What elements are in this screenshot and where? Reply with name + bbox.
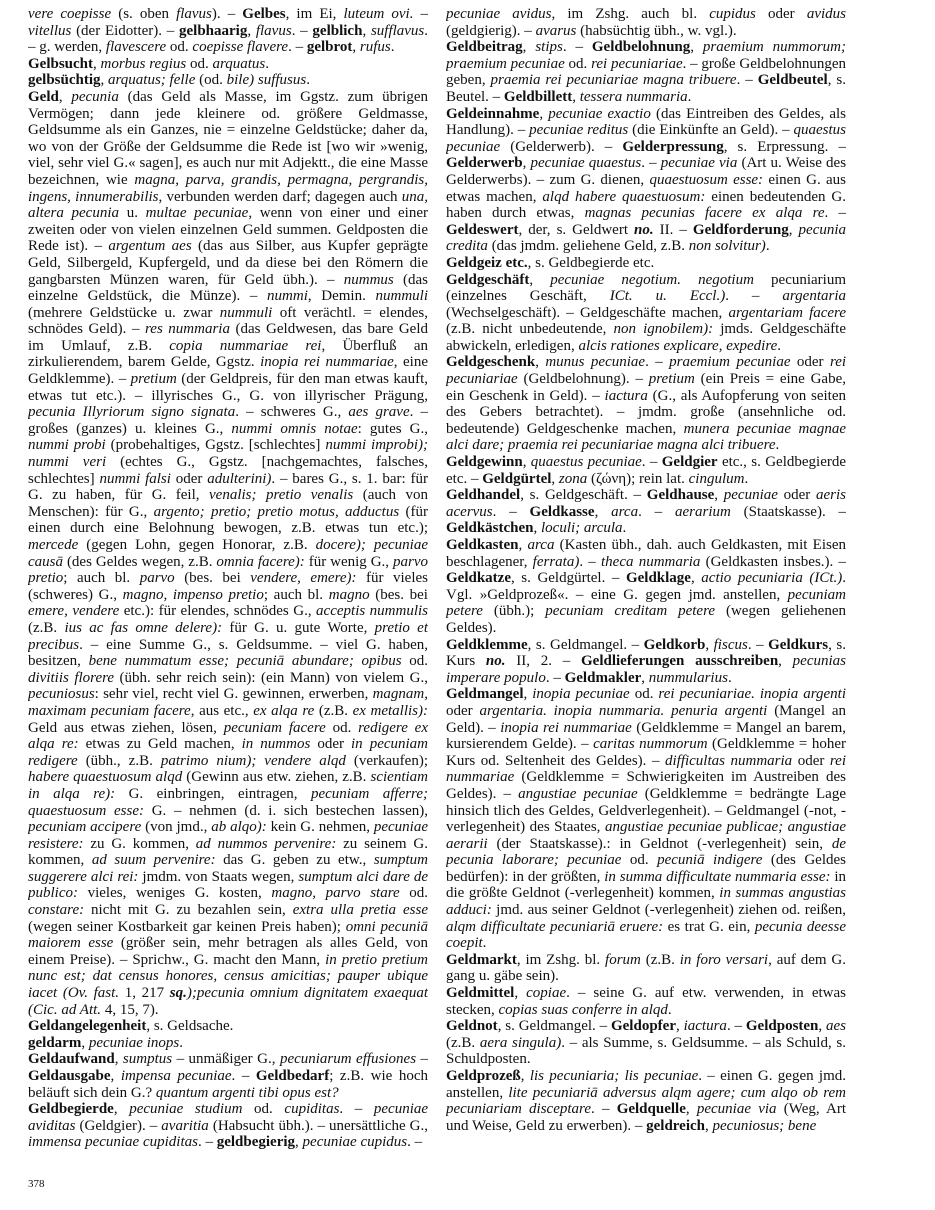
dictionary-entry: Geldangelegenheit, s. Geldsache. (28, 1018, 234, 1035)
dictionary-page (28, 6, 908, 1176)
dictionary-entry: vere coepisse (s. oben flavus). – Gelbes, im Ei, luteum ovi. – vitellus (der Eidotter). – gelbhaarig, flavus. – gelblich, sufflavus. – g. werden, flavescere od. coepisse flavere. – gelbrot, rufus. (28, 6, 428, 56)
left-column (28, 6, 428, 1174)
dictionary-entry: Gelbsucht, morbus regius od. arquatus. (28, 55, 270, 72)
page-number: 378 (28, 1178, 45, 1190)
dictionary-entry: Geldaufwand, sumptus – unmäßiger G., pecuniarum effusiones – Geldausgabe, impensa pecuniae. – Geldbedarf; z.B. wie hoch beläuft sich dein G.? quantum argenti tibi opus est? (28, 1051, 428, 1101)
dictionary-entry: Geldbeitrag, stips. – Geldbelohnung, praemium nummorum; praemium pecuniae od. rei pecuniariae. – große Geldbelohnungen geben, praemia rei pecuniariae magna tribuere. – Geldbeutel, s. Beutel. – Geldbillett, tessera nummaria. (446, 39, 846, 105)
dictionary-entry: gelbsüchtig, arquatus; felle (od. bile) suffusus. (28, 72, 310, 89)
dictionary-entry: geldarm, pecuniae inops. (28, 1034, 183, 1051)
dictionary-entry: Geldprozeß, lis pecuniaria; lis pecuniae. – einen G. gegen jmd. anstellen, lite pecuniariā adversus alqm agere; cum alqo ob rem pecuniariam disceptare. – Geldquelle, pecuniae via (Weg, Art und Weise, Geld zu erwerben). – geldreich, pecuniosus; bene (446, 1068, 846, 1134)
dictionary-entry: Geldnot, s. Geldmangel. – Geldopfer, iactura. – Geldposten, aes (z.B. aera singula). – als Summe, s. Geldsumme. – als Schuld, s. Schuldposten. (446, 1018, 846, 1068)
dictionary-entry: Geldkasten, arca (Kasten übh., dah. auch Geldkasten, mit Eisen beschlagener, ferrata). – theca nummaria (Geldkasten insbes.). – Geldkatze, s. Geldgürtel. – Geldklage, actio pecuniaria (ICt.). Vgl. »Geldprozeß«. – eine G. gegen jmd. anstellen, pecuniam petere (übh.); pecuniam creditam petere (wegen geliehenen Geldes). (446, 537, 846, 636)
right-column (446, 6, 846, 1174)
dictionary-entry: Geldgewinn, quaestus pecuniae. – Geldgier etc., s. Geldbegierde etc. – Geldgürtel, zona (ζώνη); rein lat. cingulum. (446, 454, 846, 487)
dictionary-entry: Geldmarkt, im Zshg. bl. forum (z.B. in foro versari, auf dem G. gang u. gäbe sein). (446, 951, 846, 985)
dictionary-entry: Geldgeiz etc., s. Geldbegierde etc. (446, 254, 655, 271)
dictionary-entry: Geldhandel, s. Geldgeschäft. – Geldhause, pecuniae oder aeris acervus. – Geldkasse, arca. – aerarium (Staatskasse). – Geldkästchen, loculi; arcula. (446, 487, 846, 537)
dictionary-entry: Geldklemme, s. Geldmangel. – Geldkorb, fiscus. – Geldkurs, s. Kurs no. II, 2. – Geldlieferungen ausschreiben, pecunias imperare populo. – Geldmakler, nummularius. (446, 636, 846, 686)
dictionary-entry: Geldmangel, inopia pecuniae od. rei pecuniariae. inopia argenti oder argentaria. inopia nummaria. penuria argenti (Mangel an Geld). – inopia rei nummariae (Geldklemme = Mangel an barem, kursierendem Gelde). – caritas nummorum (Geldklemme = hoher Kurs od. Seltenheit des Geldes). – difficultas nummaria oder rei nummariae (Geldklemme = Schwierigkeiten im Austreiben des Geldes). – angustiae pecuniae (Geldklemme = bedrängte Lage hinsich tlich des Geldes, Geldverlegenheit). – Geldmangel (-not, -verlegenheit) des Staates, angustiae pecuniae publicae; angustiae aerarii (der Staatskasse).: in Geldnot (-verlegenheit) sein, de pecunia laborare; pecuniae od. pecuniā indigere (des Geldes bedürfen): in der größten, in summa difficultate nummaria esse: in die größte Geldnot (-verlegenheit) kommen, in summas angustias adduci: jmd. aus seiner Geldnot (-verlegenheit) ziehen od. reißen, alqm difficultate pecuniariā eruere: es trat G. ein, pecunia deesse coepit. (446, 686, 846, 952)
dictionary-entry: Geldbegierde, pecuniae studium od. cupiditas. – pecuniae aviditas (Geldgier). – avaritia (Habsucht übh.). – unersättliche G., immensa pecuniae cupiditas. – geldbegierig, pecuniae cupidus. – (28, 1101, 428, 1151)
dictionary-entry: pecuniae avidus, im Zshg. auch bl. cupidus oder avidus (geldgierig). – avarus (habsüchtig übh., w. vgl.). (446, 6, 846, 39)
dictionary-entry: Geld, pecunia (das Geld als Masse, im Ggstz. zum übrigen Vermögen; dann jede kleinere od. größere Geldmasse, Geldsumme als ein Ganzes, nie = einzelne Geldstücke; daher da, wo von der Größe der Geldsumme die Rede ist [wo wir »wenig, viel, sehr viel G.« sagen], es auch nur mit Adjektt., die eine Masse bezeichnen, wie magna, parva, grandis, permagna, pergrandis, ingens, innumerabilis, verbunden werden darf; dagegen auch una, altera pecunia u. multae pecuniae, wenn von einer und einer zweiten oder von vielen einzelnen Geld summen. Geldposten die Rede ist). – argentum aes (das aus Silber, aus Kupfer geprägte Geld, Silbergeld, Kupfergeld, und da diese bei den Römern die gangbarsten Münzen waren, für Geld übh.). – nummus (das einzelne Geldstück, die Münze). – nummi, Demin. nummuli (mehrere Geldstücke u. zwar nummuli oft verächtl. = elendes, schnödes Geld). – res nummaria (das Geldwesen, das bare Geld im Umlauf, z.B. copia nummariae rei, Überfluß an zirkulierendem, barem Gelde, Ggstz. inopia rei nummariae, eine Geldklemme). – pretium (der Geldpreis, für den man etwas kauft, etwas tut etc.). – illyrisches G., G. von illyrischer Prägung, pecunia Illyriorum signo signata. – schweres G., aes grave. – großes (ganzes) u. kleines G., nummi omnis notae: gutes G., nummi probi (probehaltiges, Ggstz. [schlechtes] nummi improbi); nummi veri (echtes G., Ggstz. [nachgemachtes, falsches, schlechtes] nummi falsi oder adulterini). – bares G., s. 1. bar: für G. zu haben, für G. feil, venalis; pretio venalis (auch von Menschen): für G., argento; pretio; pretio motus, adductus (für einen durch eine Belohnung bewogen, z.B. etwas tun etc.); mercede (gegen Lohn, gegen Honorar, z.B. docere); pecuniae causā (des Geldes wegen, z.B. omnia facere): für wenig G., parvo pretio; auch bl. parvo (bes. bei vendere, emere): für vieles (schweres) G., magno, impenso pretio; auch bl. magno (bes. bei emere, vendere etc.): für elendes, schnödes G., acceptis nummulis (z.B. ius ac fas omne delere): für G. u. gute Worte, pretio et precibus. – eine Summe G., s. Geldsumme. – viel G. haben, besitzen, bene nummatum esse; pecuniā abundare; opibus od. divitiis florere (übh. sehr reich sein): (ein Mann) von vielem G., pecuniosus: sehr viel, recht viel G. gewinnen, erwerben, magnam, maximam pecuniam facere, aus etc., ex alqa re (z.B. ex metallis): Geld aus etwas ziehen, lösen, pecuniam facere od. redigere ex alqa re: etwas zu Geld machen, in nummos oder in pecuniam redigere (übh., z.B. patrimo nium); vendere alqd (verkaufen); habere quaestuosum alqd (Gewinn aus etw. ziehen, z.B. scientiam in alqa re): G. einbringen, eintragen, pecuniam afferre; quaestuosum esse: G. – nehmen (d. i. sich bestechen lassen), pecuniam accipere (von jmd., ab alqo): kein G. nehmen, pecuniae resistere: zu G. kommen, ad nummos pervenire: zu seinem G. kommen, ad suum pervenire: das G. geben zu etw., sumptum suggerere alci rei: jmdm. von Staats wegen, sumptum alci dare de publico: vieles, weniges G. kosten, magno, parvo stare od. constare: nicht mit G. zu bezahlen sein, extra ulla pretia esse (wegen seiner Kostbarkeit gar keinen Preis haben); omni pecuniā maiorem esse (größer sein, mehr betragen als alles Geld, von einem Preise). – Sprichw., G. macht den Mann, in pretio pretium nunc est; dat census honores, census amicitias; pauper ubique iacet (Ov. fast. 1, 217 sq.);pecunia omnium dignitatem exaequat (Cic. ad Att. 4, 15, 7). (28, 88, 428, 1018)
dictionary-entry: Geldgeschäft, pecuniae negotium. negotium pecuniarium (einzelnes Geschäft, ICt. u. Eccl.). – argentaria (Wechselgeschäft). – Geldgeschäfte machen, argentariam facere (z.B. nicht unbedeutende, non ignobilem): jmds. Geldgeschäfte abwickeln, erledigen, alcis rationes explicare, expedire. (446, 271, 846, 354)
dictionary-entry: Geldmittel, copiae. – seine G. auf etw. verwenden, in etwas stecken, copias suas conferre in alqd. (446, 985, 846, 1018)
dictionary-entry: Geldeinnahme, pecuniae exactio (das Eintreiben des Geldes, als Handlung). – pecuniae reditus (die Einkünfte an Geld). – quaestus pecuniae (Gelderwerb). – Gelderpressung, s. Erpressung. – Gelderwerb, pecuniae quaestus. – pecuniae via (Art u. Weise des Gelderwerbs). – zum G. dienen, quaestuosum esse: einen G. aus etwas machen, alqd habere quaestuosum: einen bedeutenden G. haben durch etwas, magnas pecunias facere ex alqa re. – Geldeswert, der, s. Geldwert no. II. – Geldforderung, pecunia credita (das jmdm. geliehene Geld, z.B. non solvitur). (446, 105, 846, 255)
dictionary-entry: Geldgeschenk, munus pecuniae. – praemium pecuniae oder rei pecuniariae (Geldbelohnung). – pretium (ein Preis = eine Gabe, ein Geschenk in Geld). – iactura (G., als Aufopferung von seiten des Gebers betrachtet). – jmdm. große (ansehnliche od. bedeutende) Geldgeschenke machen, munera pecuniae magnae alci dare; praemia rei pecuniariae magna alci tribuere. (446, 354, 846, 454)
